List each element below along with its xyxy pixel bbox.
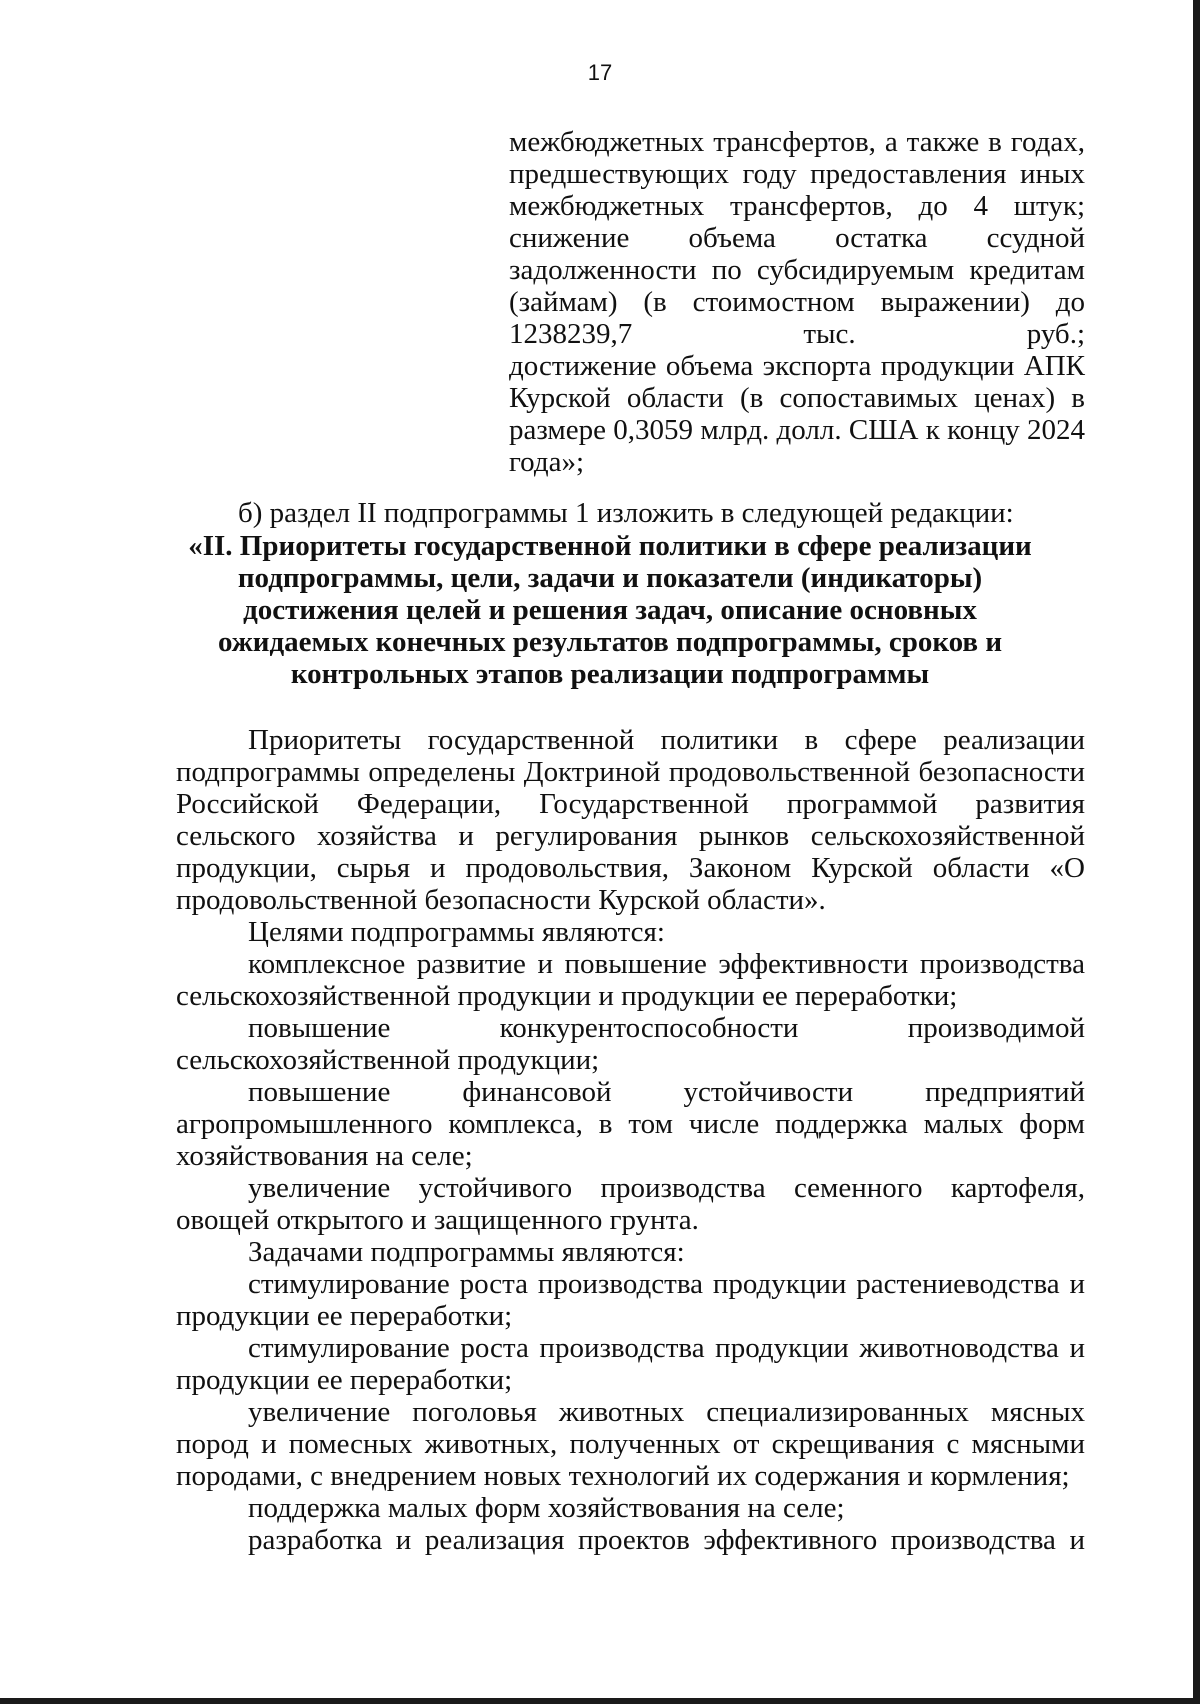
- scan-border-bottom: [0, 1698, 1200, 1704]
- goal-item: повышение финансовой устойчивости предприятий агропромышленного комплекса, в том числе поддержка малых форм хозяйствования на селе;: [176, 1076, 1085, 1172]
- task-item: разработка и реализация проектов эффективного производства и: [248, 1524, 1085, 1556]
- tasks-intro: Задачами подпрограммы являются:: [248, 1236, 685, 1268]
- page-number: 17: [587, 60, 613, 85]
- scan-border-right: [1193, 0, 1200, 1704]
- indicator-list-continuation: [509, 126, 1085, 478]
- priorities-paragraph: Приоритеты государственной политики в сфере реализации подпрограммы определены Доктриной продовольственной безопасности Российской Федерации, Государственной программой развития сельского хозяйства и регулирования рынков сельскохозяйственной продукции, сырья и продовольствия, Законом Курской области «О продовольственной безопасности Курской области».: [176, 724, 1085, 916]
- task-item: стимулирование роста производства продукции животноводства и продукции ее переработки;: [176, 1332, 1085, 1396]
- indicator-item: межбюджетных трансфертов, а также в годах, предшествующих году предоставления иных межбюджетных трансфертов, до 4 штук;: [509, 126, 1085, 222]
- section-heading: «II. Приоритеты государственной политики в сфере реализации подпрограммы, цели, задачи и показатели (индикаторы) достижения целей и решения задач, описание основных ожидаемых конечных результатов подпрограммы, сроков и контрольных этапов реализации подпрограммы: [188, 530, 1032, 690]
- task-item: поддержка малых форм хозяйствования на селе;: [248, 1492, 845, 1524]
- amendment-instruction: б) раздел II подпрограммы 1 изложить в следующей редакции:: [238, 497, 1014, 529]
- indicator-item: достижение объема экспорта продукции АПК Курской области (в сопоставимых ценах) в размере 0,3059 млрд. долл. США к концу 2024 года»;: [509, 350, 1085, 478]
- task-item: стимулирование роста производства продукции растениеводства и продукции ее переработки;: [176, 1268, 1085, 1332]
- section-body: [176, 724, 1085, 1556]
- goal-item: увеличение устойчивого производства семенного картофеля, овощей открытого и защищенного грунта.: [176, 1172, 1085, 1236]
- goal-item: комплексное развитие и повышение эффективности производства сельскохозяйственной продукции и продукции ее переработки;: [176, 948, 1085, 1012]
- goals-intro: Целями подпрограммы являются:: [248, 916, 665, 948]
- indicator-item: снижение объема остатка ссудной задолженности по субсидируемым кредитам (займам) (в стоимостном выражении) до 1238239,7 тыс. руб.;: [509, 222, 1085, 350]
- goal-item: повышение конкурентоспособности производимой сельскохозяйственной продукции;: [176, 1012, 1085, 1076]
- task-item: увеличение поголовья животных специализированных мясных пород и помесных животных, полученных от скрещивания с мясными породами, с внедрением новых технологий их содержания и кормления;: [176, 1396, 1085, 1492]
